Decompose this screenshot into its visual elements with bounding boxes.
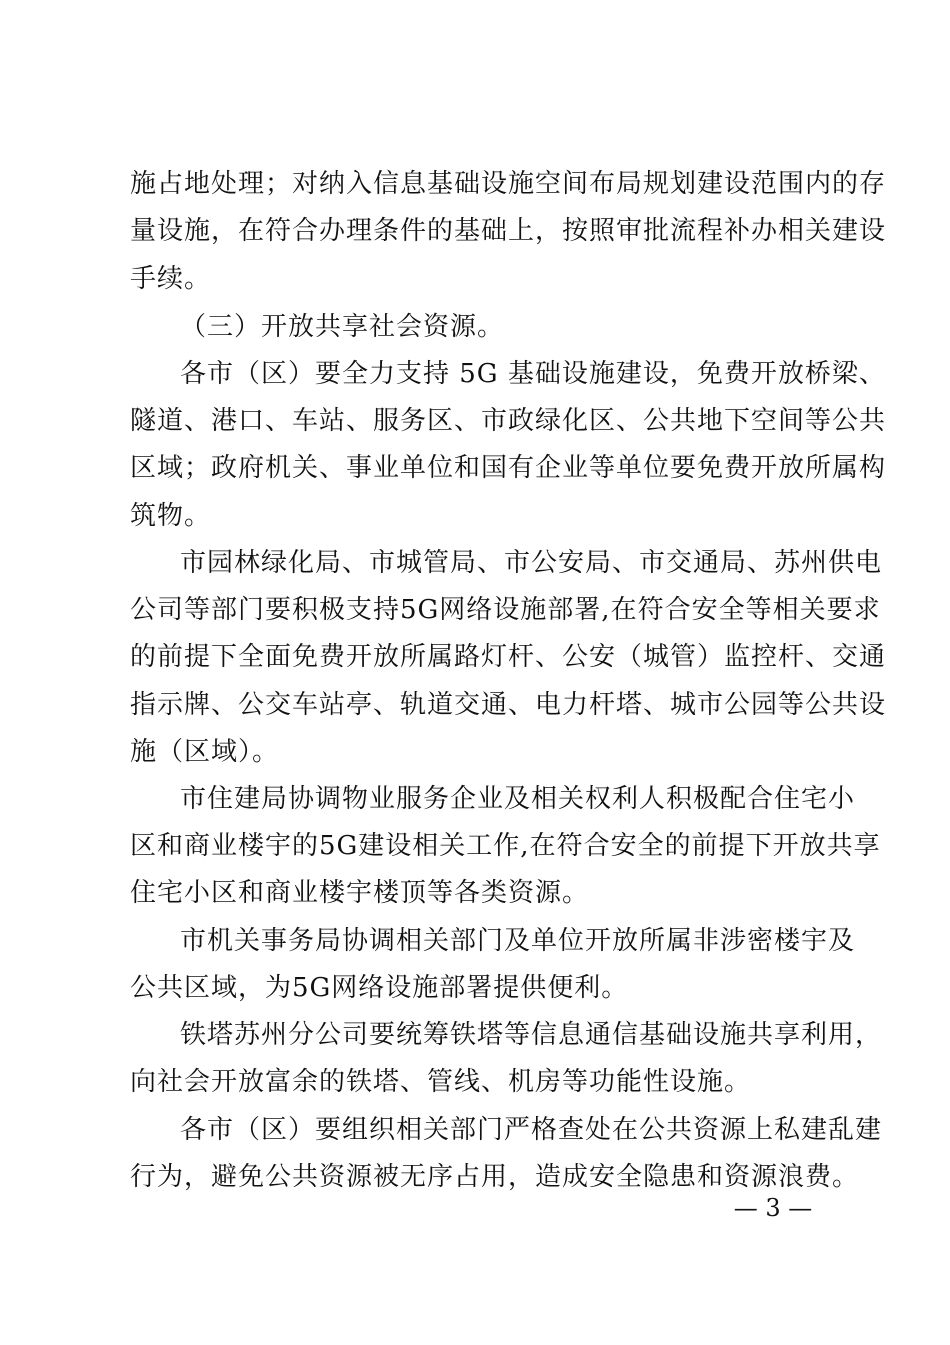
text-line: 市住建局协调物业服务企业及相关权利人积极配合住宅小 — [180, 784, 856, 814]
text-line: 公共区域，为5G网络设施部署提供便利。 — [130, 973, 629, 1003]
text-line: 向社会开放富余的铁塔、管线、机房等功能性设施。 — [130, 1067, 752, 1097]
text-line: 公司等部门要积极支持5G网络设施部署,在符合安全等相关要求 — [130, 595, 881, 625]
text-line: 施（区域）。 — [130, 737, 280, 767]
text-line: 各市（区）要组织相关部门严格查处在公共资源上私建乱建 — [180, 1115, 883, 1145]
text-line: 手续。 — [130, 264, 212, 294]
text-line: 筑物。 — [130, 501, 212, 531]
text-line: 各市（区）要全力支持 5G 基础设施建设，免费开放桥梁、 — [180, 359, 886, 389]
text-line: 的前提下全面免费开放所属路灯杆、公安（城管）监控杆、交通 — [130, 642, 887, 672]
text-line: 市园林绿化局、市城管局、市公安局、市交通局、苏州供电 — [180, 548, 883, 578]
text-line: 施占地处理；对纳入信息基础设施空间布局规划建设范围内的存 — [130, 169, 887, 199]
page-number: — 3 — — [733, 1194, 813, 1222]
text-line: 住宅小区和商业楼宇楼顶等各类资源。 — [130, 878, 590, 908]
text-line: 行为，避免公共资源被无序占用，造成安全隐患和资源浪费。 — [130, 1162, 860, 1192]
text-line: 量设施，在符合办理条件的基础上，按照审批流程补办相关建设 — [130, 216, 887, 246]
text-line: 区域；政府机关、事业单位和国有企业等单位要免费开放所属构 — [130, 453, 887, 483]
text-line: 市机关事务局协调相关部门及单位开放所属非涉密楼宇及 — [180, 926, 856, 956]
text-line: 区和商业楼宇的5G建设相关工作,在符合安全的前提下开放共享 — [130, 831, 881, 861]
section-heading: （三）开放共享社会资源。 — [180, 312, 505, 342]
text-line: 铁塔苏州分公司要统筹铁塔等信息通信基础设施共享利用， — [180, 1020, 883, 1050]
text-line: 隧道、港口、车站、服务区、市政绿化区、公共地下空间等公共 — [130, 406, 887, 436]
text-line: 指示牌、公交车站亭、轨道交通、电力杆塔、城市公园等公共设 — [130, 690, 887, 720]
